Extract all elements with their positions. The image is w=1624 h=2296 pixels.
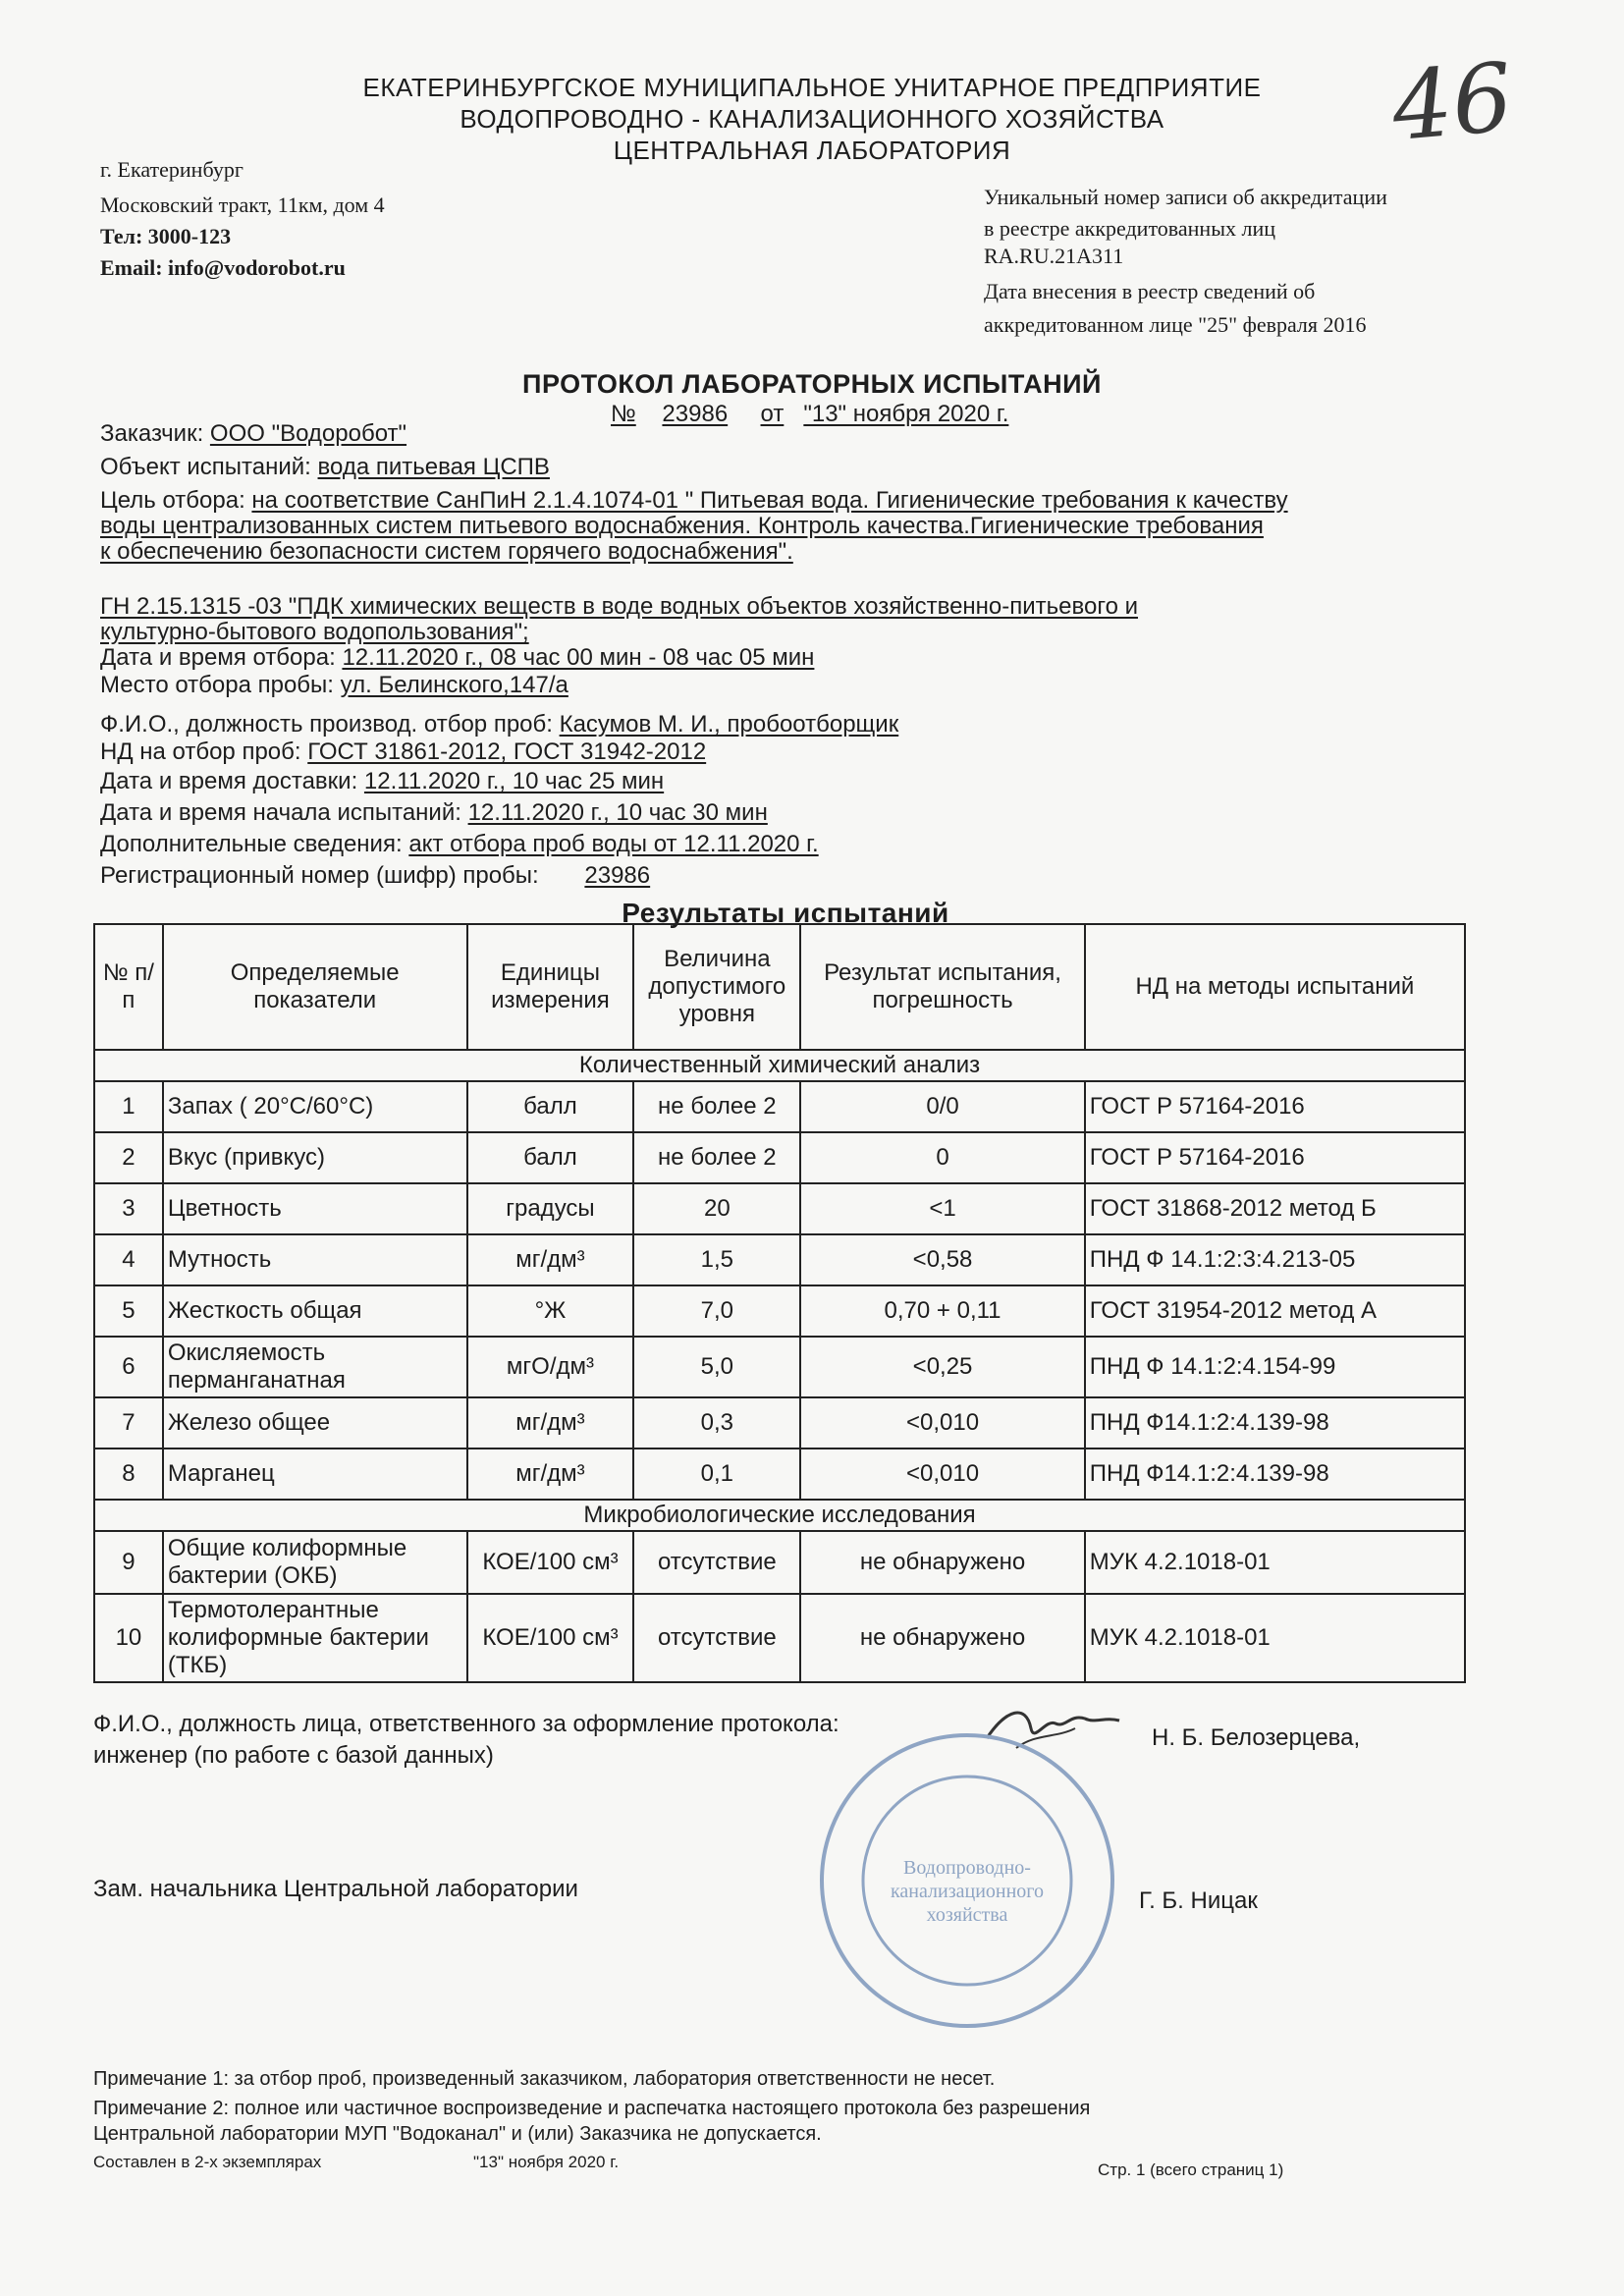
row-result: <0,010 [800,1449,1084,1500]
address-phone: Тел: 3000-123 [100,224,232,248]
svg-text:канализационного: канализационного [890,1881,1045,1902]
extra-info-value: акт отбора проб воды от 12.11.2020 г. [408,831,819,857]
delivery-row [100,768,664,795]
org-name-line3: ЦЕНТРАЛЬНАЯ ЛАБОРАТОРИЯ [613,136,1011,165]
row-limit: 5,0 [633,1337,800,1397]
footer-note2: Примечание 2: полное или частичное воспроизведение и распечатка настоящего протокола без разрешения [93,2098,1091,2119]
sampler-label: Ф.И.О., должность производ. отбор проб: [100,711,553,738]
row-method: ПНД Ф14.1:2:4.139-98 [1085,1397,1465,1449]
row-number: 3 [94,1183,163,1234]
extra-info-label: Дополнительные сведения: [100,831,403,857]
reg-number-label: Регистрационный номер (шифр) пробы: [100,862,539,889]
header-method: НД на методы испытаний [1085,924,1465,1050]
row-number: 8 [94,1449,163,1500]
protocol-title: ПРОТОКОЛ ЛАБОРАТОРНЫХ ИСПЫТАНИЙ [522,369,1102,399]
row-number: 5 [94,1285,163,1337]
place-label: Место отбора пробы: [100,672,334,698]
results-table [93,923,1466,1683]
responsible-position: инженер (по работе с базой данных) [93,1742,494,1769]
accreditation-line5: аккредитованном лице "25" февраля 2016 [984,312,1367,337]
responsible-name: Н. Б. Белозерцева, [1152,1724,1361,1751]
table-row [94,1081,1465,1132]
section-microbiology [94,1500,1465,1531]
svg-text:хозяйства: хозяйства [926,1904,1008,1926]
row-indicator: Марганец [163,1449,467,1500]
row-indicator: Цветность [163,1183,467,1234]
customer-value: ООО "Водоробот" [209,420,407,447]
start-value: 12.11.2020 г., 10 час 30 мин [467,799,768,826]
row-number: 1 [94,1081,163,1132]
extra-info-row [100,831,819,858]
row-indicator: Железо общее [163,1397,467,1449]
section-chemical [94,1050,1465,1081]
row-limit: отсутствие [633,1531,800,1594]
sampling-time-row [100,644,814,672]
footer-copies-date: "13" ноября 2020 г. [473,2153,620,2171]
row-method: ГОСТ 31868-2012 метод Б [1085,1183,1465,1234]
purpose-line3: к обеспечению безопасности систем горячего водоснабжения". [100,538,793,565]
nd-label: НД на отбор проб: [100,738,301,765]
row-indicator: Жесткость общая [163,1285,467,1337]
row-number: 10 [94,1594,163,1682]
row-method: ГОСТ 31954-2012 метод А [1085,1285,1465,1337]
protocol-num-label: № [611,401,636,427]
row-limit: не более 2 [633,1081,800,1132]
reg-number-value: 23986 [584,862,651,889]
header-unit: Единицы измерения [467,924,634,1050]
row-limit: 20 [633,1183,800,1234]
org-name-line1: ЕКАТЕРИНБУРГСКОЕ МУНИЦИПАЛЬНОЕ УНИТАРНОЕ ПРЕДПРИЯТИЕ [362,73,1262,102]
customer-label: Заказчик: [100,420,204,447]
purpose-row [100,487,1288,515]
row-unit: мг/дм³ [467,1397,634,1449]
header-indicator: Определяемые показатели [163,924,467,1050]
protocol-number-line [611,401,1008,428]
row-number: 9 [94,1531,163,1594]
purpose-line5: культурно-бытового водопользования"; [100,619,529,645]
org-name-line2: ВОДОПРОВОДНО - КАНАЛИЗАЦИОННОГО ХОЗЯЙСТВА [460,104,1164,134]
table-row [94,1285,1465,1337]
row-method: МУК 4.2.1018-01 [1085,1594,1465,1682]
object-row [100,454,550,481]
sampling-time-label: Дата и время отбора: [100,644,336,671]
row-unit: °Ж [467,1285,634,1337]
row-method: ГОСТ Р 57164-2016 [1085,1132,1465,1183]
table-row [94,1594,1465,1682]
results-title: Результаты испытаний [622,898,949,928]
row-result: 0/0 [800,1081,1084,1132]
official-stamp [815,1728,1119,2033]
responsible-label: Ф.И.О., должность лица, ответственного за оформление протокола: [93,1711,839,1737]
row-method: МУК 4.2.1018-01 [1085,1531,1465,1594]
table-row [94,1337,1465,1397]
row-result: 0 [800,1132,1084,1183]
row-result: <0,58 [800,1234,1084,1285]
purpose-line1: на соответствие СанПиН 2.1.4.1074-01 " Питьевая вода. Гигиенические требования к качеству [251,487,1288,514]
row-unit: балл [467,1081,634,1132]
row-indicator: Запах ( 20°С/60°С) [163,1081,467,1132]
row-method: ПНД Ф14.1:2:4.139-98 [1085,1449,1465,1500]
footer-copies: Составлен в 2-х экземплярах [93,2153,322,2171]
row-unit: КОЕ/100 см³ [467,1594,634,1682]
delivery-label: Дата и время доставки: [100,768,358,794]
footer-note1: Примечание 1: за отбор проб, произведенный заказчиком, лаборатория ответственности не несет. [93,2068,996,2090]
place-value: ул. Белинского,147/а [340,672,568,698]
section-chemical-label: Количественный химический анализ [94,1050,1465,1081]
table-row [94,1397,1465,1449]
delivery-value: 12.11.2020 г., 10 час 25 мин [363,768,665,794]
address-street: Московский тракт, 11км, дом 4 [100,192,385,217]
row-number: 7 [94,1397,163,1449]
table-row [94,1234,1465,1285]
results-table-body [94,1050,1465,1682]
start-label: Дата и время начала испытаний: [100,799,461,826]
section-microbiology-label: Микробиологические исследования [94,1500,1465,1531]
row-number: 4 [94,1234,163,1285]
accreditation-line2: в реестре аккредитованных лиц [984,216,1275,241]
row-indicator: Общие колиформные бактерии (ОКБ) [163,1531,467,1594]
row-unit: КОЕ/100 см³ [467,1531,634,1594]
accreditation-line1: Уникальный номер записи об аккредитации [984,185,1387,209]
row-indicator: Окисляемость перманганатная [163,1337,467,1397]
object-value: вода питьевая ЦСПВ [317,454,550,480]
deputy-label: Зам. начальника Центральной лаборатории [93,1876,578,1902]
row-limit: 1,5 [633,1234,800,1285]
object-label: Объект испытаний: [100,454,311,480]
footer-note3: Центральной лаборатории МУП "Водоканал" и (или) Заказчика не допускается. [93,2123,822,2145]
purpose-line4: ГН 2.15.1315 -03 "ПДК химических веществ в воде водных объектов хозяйственно-питьевого и [100,593,1138,620]
row-method: ГОСТ Р 57164-2016 [1085,1081,1465,1132]
purpose-line2: воды централизованных систем питьевого водоснабжения. Контроль качества.Гигиенические требования [100,513,1264,539]
row-limit: 7,0 [633,1285,800,1337]
accreditation-number: RA.RU.21A311 [984,244,1124,268]
address-city: г. Екатеринбург [100,157,244,182]
row-method: ПНД Ф 14.1:2:4.154-99 [1085,1337,1465,1397]
row-result: <0,25 [800,1337,1084,1397]
footer-page: Стр. 1 (всего страниц 1) [1098,2160,1284,2179]
row-result: 0,70 + 0,11 [800,1285,1084,1337]
row-limit: 0,3 [633,1397,800,1449]
row-unit: мг/дм³ [467,1449,634,1500]
row-result: <1 [800,1183,1084,1234]
row-result: не обнаружено [800,1531,1084,1594]
protocol-from-label: от [760,401,785,427]
header-result: Результат испытания, погрешность [800,924,1084,1050]
customer-row [100,420,406,448]
purpose-label: Цель отбора: [100,487,245,514]
row-indicator: Мутность [163,1234,467,1285]
row-indicator: Термотолерантные колиформные бактерии (ТКБ) [163,1594,467,1682]
protocol-number: 23986 [662,401,729,427]
row-unit: мг/дм³ [467,1234,634,1285]
row-method: ПНД Ф 14.1:2:3:4.213-05 [1085,1234,1465,1285]
reg-number-row [100,862,650,890]
row-unit: балл [467,1132,634,1183]
accreditation-line4: Дата внесения в реестр сведений об [984,279,1316,303]
place-row [100,672,568,699]
row-result: <0,010 [800,1397,1084,1449]
deputy-name: Г. Б. Ницак [1139,1887,1258,1914]
handwritten-page-number: 46 [1387,41,1517,163]
table-row [94,1531,1465,1594]
row-result: не обнаружено [800,1594,1084,1682]
nd-value: ГОСТ 31861-2012, ГОСТ 31942-2012 [307,738,707,765]
row-limit: не более 2 [633,1132,800,1183]
row-unit: градусы [467,1183,634,1234]
table-row [94,1449,1465,1500]
table-row [94,1183,1465,1234]
table-header-row [94,924,1465,1050]
protocol-date: "13" ноября 2020 г. [803,401,1009,427]
row-limit: отсутствие [633,1594,800,1682]
nd-row [100,738,706,766]
row-number: 6 [94,1337,163,1397]
start-row [100,799,768,827]
table-row [94,1132,1465,1183]
row-number: 2 [94,1132,163,1183]
header-limit: Величина допустимого уровня [633,924,800,1050]
sampler-row [100,711,898,738]
sampler-value: Касумов М. И., пробоотборщик [559,711,899,738]
sampling-time-value: 12.11.2020 г., 08 час 00 мин - 08 час 05 мин [342,644,815,671]
header-num: № п/п [94,924,163,1050]
svg-text:Водопроводно-: Водопроводно- [903,1857,1031,1879]
row-limit: 0,1 [633,1449,800,1500]
row-indicator: Вкус (привкус) [163,1132,467,1183]
address-email: Email: info@vodorobot.ru [100,255,346,280]
row-unit: мгО/дм³ [467,1337,634,1397]
